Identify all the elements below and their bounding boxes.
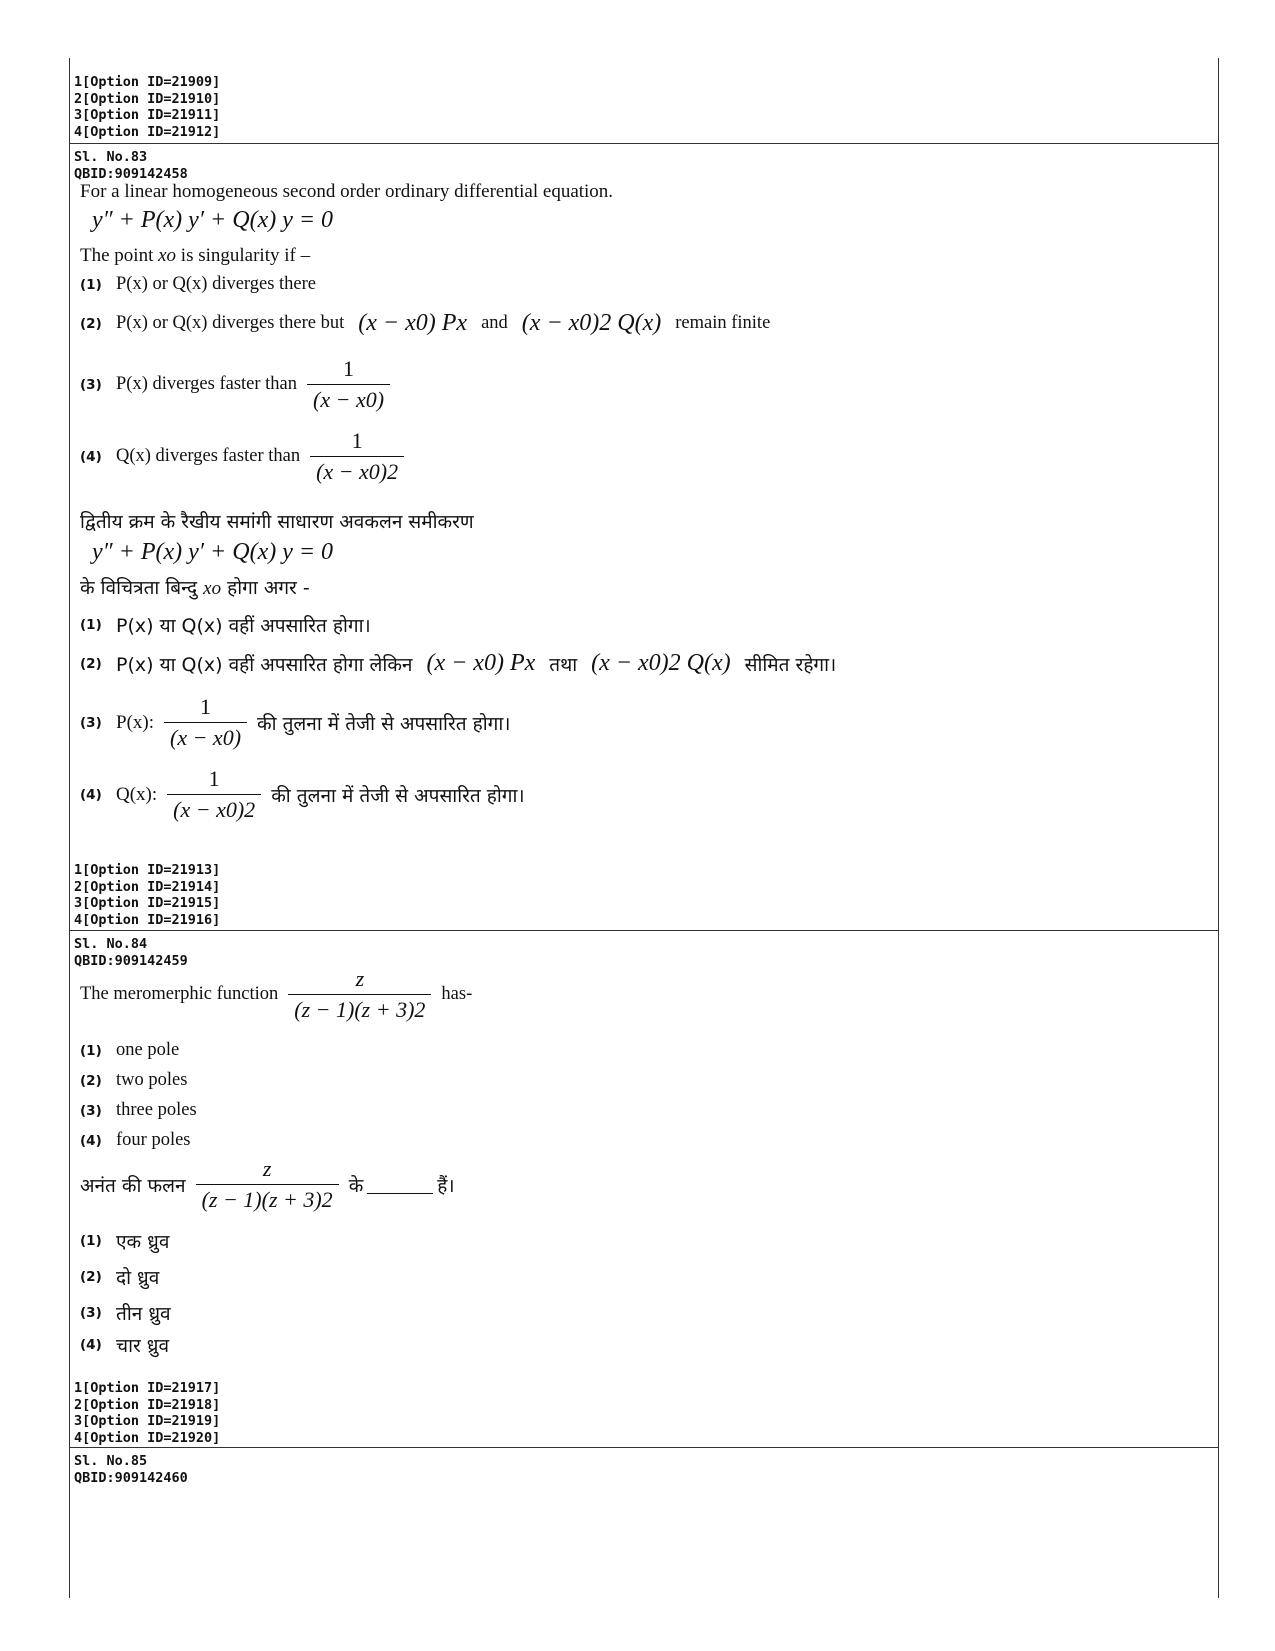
q83-en-intro: For a linear homogeneous second order ordinary differential equation. <box>80 181 614 202</box>
q83-hi-equation: y″ + P(x) y′ + Q(x) y = 0 <box>92 539 334 565</box>
option-number: (3) <box>80 1305 102 1321</box>
q83-hi-option-2 <box>80 650 836 677</box>
text: is singularity if – <box>180 245 311 266</box>
option-text: and <box>481 313 508 333</box>
option-number: (3) <box>80 714 102 731</box>
text: के <box>348 1174 364 1197</box>
q83-en-option-4 <box>80 428 414 485</box>
numerator: 1 <box>351 428 363 453</box>
right-border <box>1218 58 1219 1598</box>
math-expr: (x − x0)2 Q(x) <box>591 650 731 676</box>
qbid: QBID:909142460 <box>74 1469 188 1486</box>
option-number: (2) <box>80 655 102 672</box>
q83-equation: y″ + P(x) y′ + Q(x) y = 0 <box>92 207 334 233</box>
option-text: सीमित रहेगा। <box>744 653 837 676</box>
option-number: (3) <box>80 1102 102 1119</box>
option-id: 3[Option ID=21911] <box>74 107 221 124</box>
divider <box>69 1447 1219 1448</box>
numerator: z <box>262 1156 272 1181</box>
q83-en-option-1 <box>80 274 316 295</box>
x0-symbol: xo <box>158 245 177 266</box>
q84-hi-option-2 <box>80 1264 159 1290</box>
option-id: 3[Option ID=21915] <box>74 895 221 912</box>
numerator: 1 <box>208 766 220 791</box>
option-id: 2[Option ID=21914] <box>74 878 221 895</box>
q83-hi-option-1 <box>80 612 371 638</box>
option-number: (1) <box>80 617 102 633</box>
serial-number: Sl. No.85 <box>74 1453 148 1469</box>
option-number: (1) <box>80 1042 102 1059</box>
fraction <box>307 356 390 413</box>
q83-option-list <box>74 862 220 928</box>
q83-hi-point-line <box>80 576 310 601</box>
option-text: की तुलना में तेजी से अपसारित होगा। <box>257 712 511 735</box>
option-text: remain finite <box>675 313 771 333</box>
option-number: (3) <box>80 376 102 393</box>
denominator: (x − x0) <box>307 384 390 413</box>
math-expr: (x − x0)2 Q(x) <box>521 310 662 336</box>
q83-header <box>74 149 188 182</box>
option-id: 3[Option ID=21919] <box>74 1413 221 1430</box>
denominator: (x − x0) <box>164 722 247 751</box>
option-id: 1[Option ID=21917] <box>74 1380 221 1396</box>
fraction <box>164 694 247 751</box>
option-number: (2) <box>80 1072 102 1089</box>
option-number: (2) <box>80 1269 102 1285</box>
serial-number: Sl. No.84 <box>74 936 148 952</box>
option-number: (4) <box>80 1132 102 1149</box>
option-number: (1) <box>80 276 102 293</box>
prev-option-list <box>74 74 220 140</box>
option-id: 2[Option ID=21910] <box>74 90 221 107</box>
option-text: P(x) or Q(x) diverges there but <box>116 313 345 333</box>
q85-header <box>74 1453 188 1486</box>
fraction <box>310 428 404 485</box>
option-text: P(x) या Q(x) वहीं अपसारित होगा। <box>116 615 371 637</box>
option-text: P(x) या Q(x) वहीं अपसारित होगा लेकिन <box>116 653 413 676</box>
option-text: three poles <box>116 1100 197 1120</box>
q84-hi-intro <box>80 1156 455 1213</box>
option-number: (4) <box>80 1337 102 1353</box>
divider <box>69 143 1219 144</box>
option-text: P(x) or Q(x) diverges there <box>116 274 317 294</box>
numerator: z <box>355 966 365 991</box>
option-text: Q(x) diverges faster than <box>116 446 301 466</box>
numerator: 1 <box>343 356 355 381</box>
option-number: (4) <box>80 448 102 465</box>
option-text: one pole <box>116 1040 180 1060</box>
text: होगा अगर - <box>227 577 310 599</box>
q84-option-list <box>74 1380 220 1446</box>
q83-en-option-3 <box>80 356 400 413</box>
option-number: (1) <box>80 1233 102 1249</box>
math-expr: (x − x0) Px <box>358 310 468 336</box>
option-number: (4) <box>80 786 102 803</box>
q84-hi-option-4 <box>80 1332 169 1358</box>
math-expr: (x − x0) Px <box>426 650 536 676</box>
q83-en-point-line <box>80 244 310 268</box>
option-text: दो ध्रुव <box>116 1267 160 1289</box>
option-text: की तुलना में तेजी से अपसारित होगा। <box>271 784 525 807</box>
qbid: QBID:909142458 <box>74 165 188 182</box>
option-text: एक ध्रुव <box>116 1231 170 1253</box>
fraction <box>288 966 431 1023</box>
text: के विचित्रता बिन्दु <box>80 577 198 599</box>
option-text: Q(x): <box>116 783 158 805</box>
divider <box>69 930 1219 931</box>
option-id: 4[Option ID=21916] <box>74 911 221 928</box>
option-id: 1[Option ID=21909] <box>74 74 221 90</box>
option-text: P(x) diverges faster than <box>116 374 298 394</box>
numerator: 1 <box>200 694 212 719</box>
q84-en-option-2 <box>80 1070 187 1091</box>
option-text: तीन ध्रुव <box>116 1303 171 1325</box>
q84-en-intro <box>80 966 472 1023</box>
serial-number: Sl. No.83 <box>74 149 148 165</box>
text: हैं। <box>437 1174 455 1197</box>
text: The point <box>80 245 154 266</box>
option-text: two poles <box>116 1070 188 1090</box>
option-text: चार ध्रुव <box>116 1335 170 1357</box>
q84-header <box>74 936 188 969</box>
option-id: 1[Option ID=21913] <box>74 862 221 878</box>
q83-hi-option-4 <box>80 766 525 823</box>
option-text: तथा <box>549 653 578 676</box>
q83-hi-intro: द्वितीय क्रम के रैखीय समांगी साधारण अवकलन समीकरण <box>80 511 474 533</box>
option-text: four poles <box>116 1130 191 1150</box>
option-id: 4[Option ID=21912] <box>74 123 221 140</box>
q84-en-option-1 <box>80 1040 179 1061</box>
q84-hi-option-1 <box>80 1228 169 1254</box>
text: has- <box>441 984 473 1004</box>
denominator: (x − x0)2 <box>167 794 261 823</box>
fraction <box>167 766 261 823</box>
denominator: (x − x0)2 <box>310 456 404 485</box>
text: The meromerphic function <box>80 984 279 1004</box>
denominator: (z − 1)(z + 3)2 <box>196 1184 339 1213</box>
fraction <box>196 1156 339 1213</box>
answer-blank <box>367 1175 433 1194</box>
option-id: 2[Option ID=21918] <box>74 1396 221 1413</box>
q84-hi-option-3 <box>80 1300 171 1326</box>
q84-en-option-3 <box>80 1100 197 1121</box>
q83-en-option-2 <box>80 310 770 337</box>
x0-symbol: xo <box>203 578 222 599</box>
denominator: (z − 1)(z + 3)2 <box>288 994 431 1023</box>
option-text: P(x): <box>116 711 154 733</box>
left-border <box>69 58 70 1598</box>
option-number: (2) <box>80 315 102 332</box>
qbid: QBID:909142459 <box>74 952 188 969</box>
q83-hi-option-3 <box>80 694 510 751</box>
text: अनंत की फलन <box>80 1174 186 1197</box>
option-id: 4[Option ID=21920] <box>74 1429 221 1446</box>
q84-en-option-4 <box>80 1130 191 1151</box>
